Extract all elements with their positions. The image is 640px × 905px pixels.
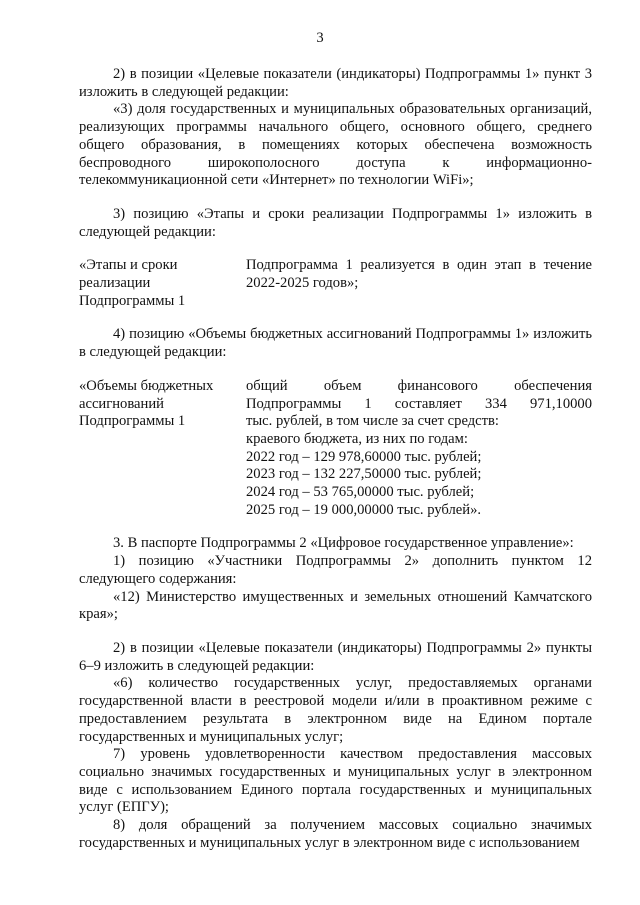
budget-value-line: 2024 год – 53 765,00000 тыс. рублей; <box>246 484 475 501</box>
stages-label-cell <box>79 257 246 310</box>
paragraph-item-2-targets: 2) в позиции «Целевые показатели (индикаторы) Подпрограммы 1» пункт 3 изложить в следующей редакции: <box>79 66 592 100</box>
stages-table <box>79 257 592 310</box>
budget-value-line: 2023 год – 132 227,50000 тыс. рублей; <box>246 466 482 483</box>
paragraph-participants: 1) позицию «Участники Подпрограммы 2» дополнить пунктом 12 следующего содержания: <box>79 553 592 587</box>
stages-value-line: Подпрограмма 1 реализуется в один этап в течение <box>246 257 592 274</box>
budget-table <box>79 378 592 520</box>
stages-value-cell <box>246 257 592 310</box>
budget-value-line: краевого бюджета, из них по годам: <box>246 430 468 447</box>
paragraph-target-3: «3) доля государственных и муниципальных образовательных организаций, реализующих программы начального общего, основного общего, среднего общего образования, в помещениях которых обеспечена возможность беспроводного широкополосного доступа к информационно-телекоммуникационной сети «Интернет» по технологии WiFi»; <box>79 101 592 189</box>
document-body <box>79 66 592 852</box>
paragraph-item-2-targets-sub2: 2) в позиции «Целевые показатели (индикаторы) Подпрограммы 2» пункты 6–9 изложить в следующей редакции: <box>79 639 592 674</box>
budget-value-line: общий объем финансового обеспечения <box>246 377 592 394</box>
budget-value-cell <box>246 378 592 520</box>
stages-label-line: «Этапы и сроки <box>79 257 178 274</box>
budget-value-line: 2022 год – 129 978,60000 тыс. рублей; <box>246 448 482 465</box>
paragraph-target-7: 7) уровень удовлетворенности качеством предоставления массовых социально значимых государственных и муниципальных услуг в электронном виде с использованием Единого портала государственных и муниципальных услуг (ЕПГУ); <box>79 746 592 816</box>
budget-label-line: Подпрограммы 1 <box>79 413 186 430</box>
paragraph-item-4-budget: 4) позицию «Объемы бюджетных ассигнований Подпрограммы 1» изложить в следующей редакции: <box>79 326 592 361</box>
budget-label-line: ассигнований <box>79 395 164 412</box>
budget-value-line: 2025 год – 19 000,00000 тыс. рублей». <box>246 501 482 518</box>
budget-label-cell <box>79 378 246 520</box>
paragraph-target-8: 8) доля обращений за получением массовых социально значимых государственных и муниципальных услуг в электронном виде с использованием <box>79 817 592 851</box>
budget-value-line: тыс. рублей, в том числе за счет средств: <box>246 413 499 430</box>
paragraph-item-3-stages: 3) позицию «Этапы и сроки реализации Подпрограммы 1» изложить в следующей редакции: <box>79 205 592 240</box>
paragraph-participant-12: «12) Министерство имущественных и земельных отношений Камчатского края»; <box>79 588 592 623</box>
stages-value-line: 2022-2025 годов»; <box>246 275 359 292</box>
stages-label-line: Подпрограммы 1 <box>79 292 186 309</box>
budget-value-line: Подпрограммы 1 составляет 334 971,10000 <box>246 395 592 412</box>
section-3-heading: 3. В паспорте Подпрограммы 2 «Цифровое государственное управление»: <box>113 535 574 552</box>
budget-label-line: «Объемы бюджетных <box>79 377 214 394</box>
page-number: 3 <box>316 30 324 46</box>
stages-label-line: реализации <box>79 275 151 292</box>
paragraph-target-6: «6) количество государственных услуг, предоставляемых органами государственной власти в реестровой модели и/или в проактивном режиме с предоставлением результата в электронном виде на Едином портале государственных и муниципальных услуг; <box>79 675 592 745</box>
